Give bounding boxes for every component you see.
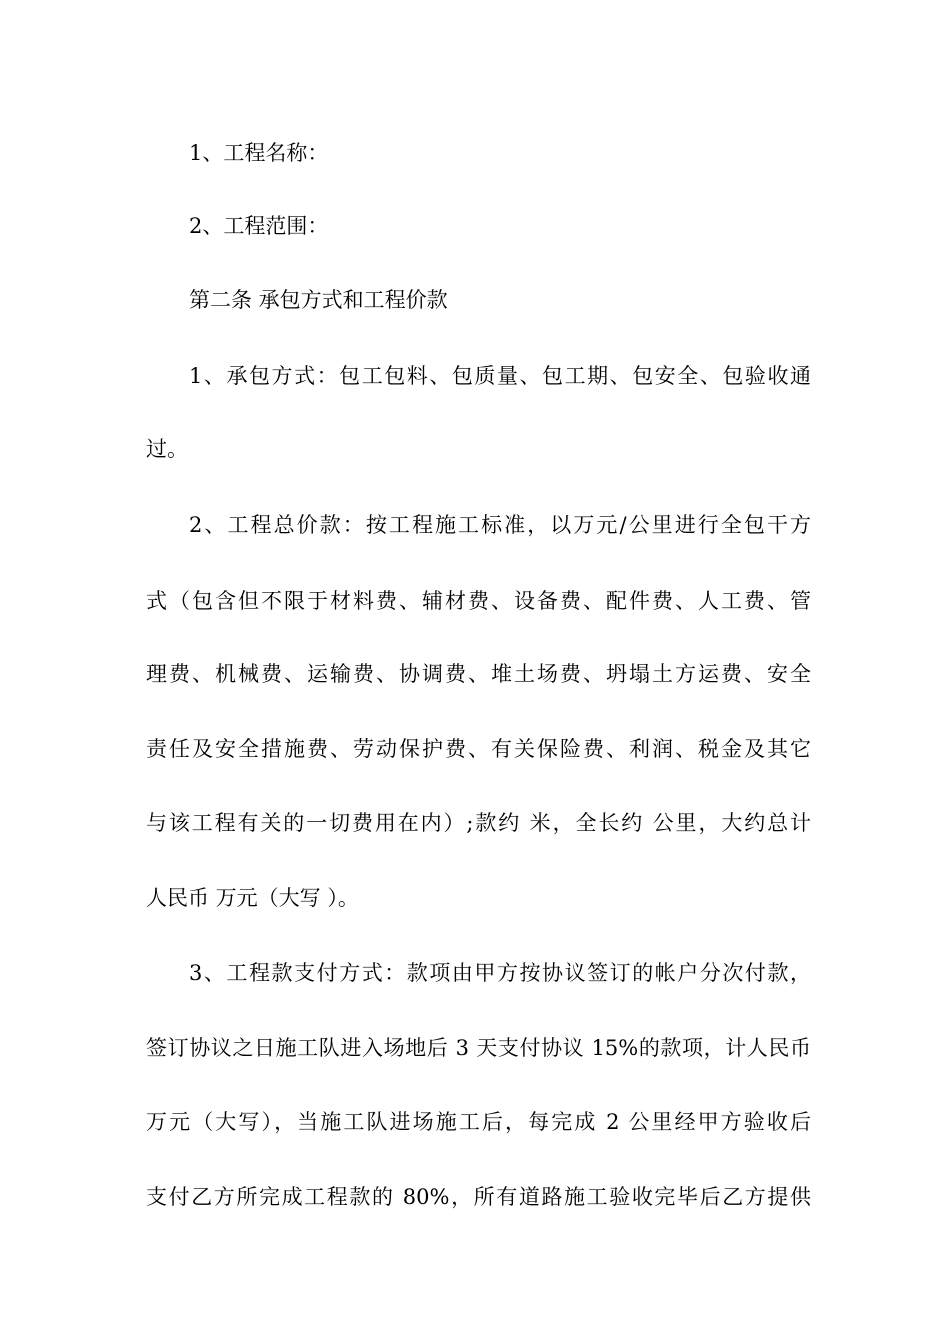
payment-method-line-2: 签订协议之日施工队进入场地后 3 天支付协议 15%的款项，计人民币 [146,1036,811,1060]
total-price-line-3: 理费、机械费、运输费、协调费、堆土场费、坍塌土方运费、安全 [146,662,811,686]
total-price-line-1: 2、工程总价款：按工程施工标准，以万元/公里进行全包干方 [189,513,811,537]
contract-method-line-2: 过。 [146,437,188,461]
clause-project-scope: 2、工程范围： [189,214,329,238]
total-price-line-4: 责任及安全措施费、劳动保护费、有关保险费、利润、税金及其它 [146,737,811,761]
payment-method-line-1: 3、工程款支付方式：款项由甲方按协议签订的帐户分次付款， [189,961,811,985]
payment-method-line-4: 支付乙方所完成工程款的 80%，所有道路施工验收完毕后乙方提供 [146,1185,811,1209]
payment-method-line-3: 万元（大写），当施工队进场施工后，每完成 2 公里经甲方验收后 [146,1110,811,1134]
clause-project-name: 1、工程名称： [189,141,329,165]
total-price-line-5: 与该工程有关的一切费用在内）;款约 米，全长约 公里，大约总计 [146,811,811,835]
total-price-line-6: 人民币 万元（大写 ）。 [146,886,359,910]
article-two-heading: 第二条 承包方式和工程价款 [189,288,448,312]
total-price-line-2: 式（包含但不限于材料费、辅材费、设备费、配件费、人工费、管 [146,589,811,613]
contract-method-line-1: 1、承包方式：包工包料、包质量、包工期、包安全、包验收通 [189,364,811,388]
